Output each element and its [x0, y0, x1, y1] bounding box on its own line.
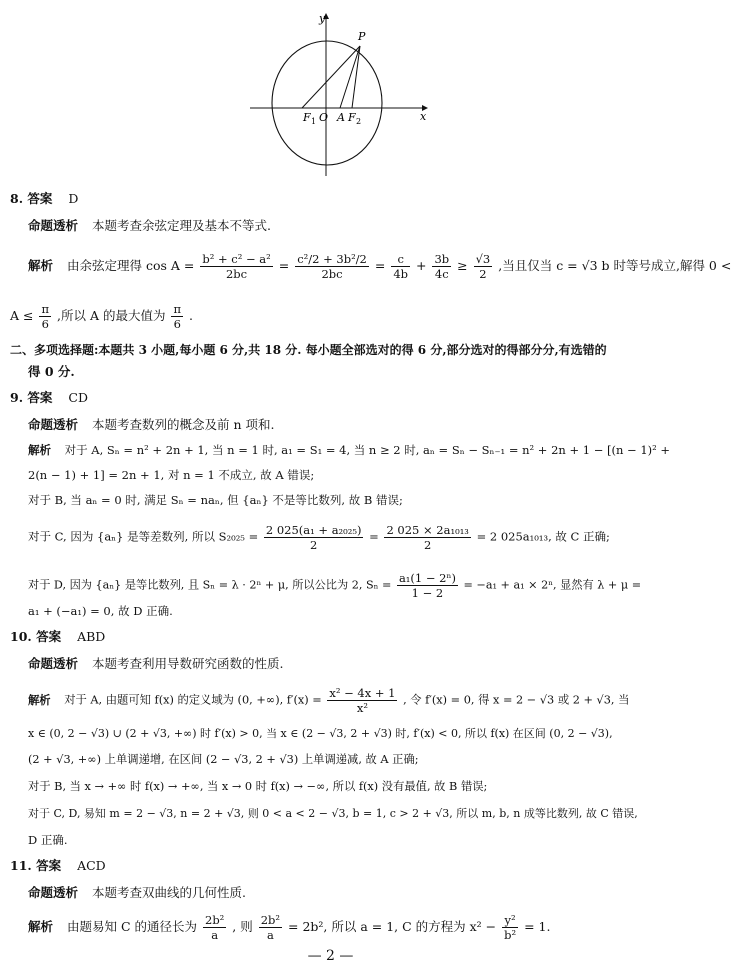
q10-analysis-tag: 命题透析	[28, 656, 79, 671]
page-number: — 2 —	[307, 948, 354, 964]
q9-l4-eq: =	[369, 529, 379, 544]
q8-answer-line	[10, 190, 78, 208]
q9-l5-frac: $\frac{\text{a₁(1 − 2ⁿ)}}{1 - 2}$	[398, 571, 456, 600]
segment-AP	[340, 46, 360, 108]
q9-analysis-tag: 命题透析	[28, 417, 79, 432]
q11-answer-line	[10, 857, 106, 875]
q8-frac5: $\frac{√3}{2}$	[475, 252, 491, 281]
label-O: O	[319, 111, 329, 124]
q10-l6: D 正确.	[28, 833, 68, 847]
q11-l1-post: = 1.	[524, 919, 551, 934]
ellipse-diagram	[240, 8, 440, 178]
q8-frac2: $\frac{\text{c²/2 + 3b²/2}}{2bc}$	[297, 252, 367, 281]
q8-eq1: =	[278, 258, 290, 273]
q11-answer: ACD	[77, 858, 106, 873]
label-y: y	[319, 12, 326, 25]
q8-analysis-line	[28, 217, 271, 235]
q8-sol-post: ,当且仅当 c = √3 b 时等号成立,解得 0 <	[498, 258, 731, 273]
q11-l1-mid: , 则	[232, 919, 253, 934]
label-F1: F	[303, 111, 311, 124]
label-P: P	[358, 30, 366, 43]
q8-solution-line2	[10, 302, 193, 331]
label-A: A	[337, 111, 345, 124]
q9-l5-pre: 对于 D, 因为 {aₙ} 是等比数列, 且 Sₙ = λ · 2ⁿ + μ, 所以公比为 2, Sₙ =	[28, 578, 392, 592]
q9-l4-frac2: $\frac{\text{2 025 × 2a₁₀₁₃}}{2}$	[386, 523, 469, 552]
q8-frac4: $\frac{3b}{4c}$	[434, 252, 450, 281]
section2-title-2: 得 0 分.	[28, 364, 75, 379]
q9-l5-post: = −a₁ + a₁ × 2ⁿ, 显然有 λ + μ =	[463, 578, 642, 592]
q9-answer-line	[10, 389, 88, 407]
q10-answer: ABD	[77, 629, 106, 644]
q10-l1-pre: 对于 A, 由题可知 f(x) 的定义域为 (0, +∞), f′(x) =	[64, 693, 322, 707]
q8-sol-pre: 由余弦定理得 cos A =	[67, 258, 195, 273]
label-F2-sub: 2	[356, 117, 362, 126]
q9-l3: 对于 B, 当 aₙ = 0 时, 满足 Sₙ = naₙ, 但 {aₙ} 不是等比数列, 故 B 错误;	[28, 493, 403, 507]
q11-l1-mid2: = 2b², 所以 a = 1, C 的方程为 x² −	[288, 919, 497, 934]
q11-frac1: $\frac{\text{2b²}}{a}$	[205, 913, 225, 942]
q11-l1-pre: 由题易知 C 的通径长为	[67, 919, 198, 934]
q11-frac2: $\frac{\text{2b²}}{a}$	[260, 913, 281, 942]
q8-pi2-frac: $\frac{\pi}{6}$	[173, 302, 182, 331]
q10-analysis: 本题考查利用导数研究函数的性质.	[92, 656, 284, 671]
q11-head: 11. 答案	[10, 858, 62, 873]
q10-analysis-line	[28, 655, 283, 673]
q11-analysis-line	[28, 884, 246, 902]
q9-analysis: 本题考查数列的概念及前 n 项和.	[92, 417, 275, 432]
q9-l4-pre: 对于 C, 因为 {aₙ} 是等差数列, 所以 S₂₀₂₅ =	[28, 529, 259, 544]
q8-l2-end: .	[189, 308, 193, 323]
q9-solution-tag: 解析	[28, 443, 51, 457]
q9-l4-frac1: $\frac{\text{2 025(a₁ + a₂₀₂₅)}}{2}$	[265, 523, 362, 552]
q11-solution-l1	[28, 913, 550, 942]
q10-l2: x ∈ (0, 2 − √3) ∪ (2 + √3, +∞) 时 f′(x) > 0, 当 x ∈ (2 − √3, 2 + √3) 时, f′(x) < 0, 所以 f(x) 在区间 (0, 2 − √3),	[28, 727, 613, 740]
q8-solution-tag: 解析	[28, 258, 54, 273]
section2-title: 二、多项选择题:本题共 3 小题,每小题 6 分,共 18 分. 每小题全部选对的得 6 分,部分选对的得部分分,有选错的	[10, 343, 607, 357]
q10-solution-tag: 解析	[28, 692, 51, 707]
q9-l5	[28, 571, 641, 600]
q8-solution-line	[28, 252, 731, 281]
q8-l2-pre: A ≤	[10, 308, 34, 323]
q9-head: 9. 答案	[10, 390, 53, 405]
q11-solution-tag: 解析	[28, 919, 54, 934]
q9-l4	[28, 523, 610, 552]
q9-analysis-line	[28, 416, 274, 434]
segment-F1P	[302, 46, 360, 108]
q8-frac1: $\frac{\text{b² + c² − a²}}{2bc}$	[202, 252, 271, 281]
q10-solution-l1	[28, 686, 629, 715]
q8-pi-frac: $\frac{\pi}{6}$	[41, 302, 50, 331]
label-x: x	[420, 110, 427, 123]
label-F2: F	[348, 111, 356, 124]
label-F1-sub: 1	[311, 117, 317, 126]
segment-F2P	[352, 46, 360, 108]
q10-head: 10. 答案	[10, 629, 62, 644]
q10-answer-line	[10, 628, 105, 646]
q9-l1: 对于 A, Sₙ = n² + 2n + 1, 当 n = 1 时, a₁ = S₁ = 4, 当 n ≥ 2 时, aₙ = Sₙ − Sₙ₋₁ = n² + 2n + 1 − [(n − 1)² +	[64, 443, 671, 457]
q9-l2: 2(n − 1) + 1] = 2n + 1, 对 n = 1 不成立, 故 A 错误;	[28, 468, 315, 482]
q10-l4: 对于 B, 当 x → +∞ 时 f(x) → +∞, 当 x → 0 时 f(x) → −∞, 所以 f(x) 没有最值, 故 B 错误;	[28, 780, 488, 793]
q11-analysis-tag: 命题透析	[28, 885, 79, 900]
q8-frac3: $\frac{c}{4b}$	[393, 252, 409, 281]
q8-eq2: =	[374, 258, 386, 273]
q8-head: 8. 答案	[10, 191, 53, 206]
q9-l6: a₁ + (−a₁) = 0, 故 D 正确.	[28, 604, 173, 618]
q10-l1-frac: $\frac{\text{x² − 4x + 1}}{\text{x²}}$	[329, 686, 396, 715]
q10-l3: (2 + √3, +∞) 上单调递增, 在区间 (2 − √3, 2 + √3) 上单调递减, 故 A 正确;	[28, 753, 419, 766]
q10-l1-post: , 令 f′(x) = 0, 得 x = 2 − √3 或 2 + √3, 当	[403, 693, 630, 707]
q8-answer: D	[68, 191, 79, 206]
q8-geq: ≥	[457, 258, 468, 273]
q8-l2-mid: ,所以 A 的最大值为	[57, 308, 166, 323]
ellipse-figure	[240, 8, 440, 178]
q9-answer: CD	[68, 390, 88, 405]
q11-frac3: $\frac{\text{y²}}{\text{b²}}$	[504, 913, 517, 942]
ellipse	[272, 41, 382, 165]
q8-analysis-tag: 命题透析	[28, 218, 79, 233]
q11-analysis: 本题考查双曲线的几何性质.	[92, 885, 246, 900]
q8-plus: +	[416, 258, 427, 273]
q9-solution-l1	[28, 441, 670, 459]
q8-analysis: 本题考查余弦定理及基本不等式.	[92, 218, 271, 233]
q9-l4-post: = 2 025a₁₀₁₃, 故 C 正确;	[476, 529, 610, 544]
q10-l5: 对于 C, D, 易知 m = 2 − √3, n = 2 + √3, 则 0 < a < 2 − √3, b = 1, c > 2 + √3, 所以 m, b, n 成等比数列, 故 C 错误,	[28, 807, 638, 820]
